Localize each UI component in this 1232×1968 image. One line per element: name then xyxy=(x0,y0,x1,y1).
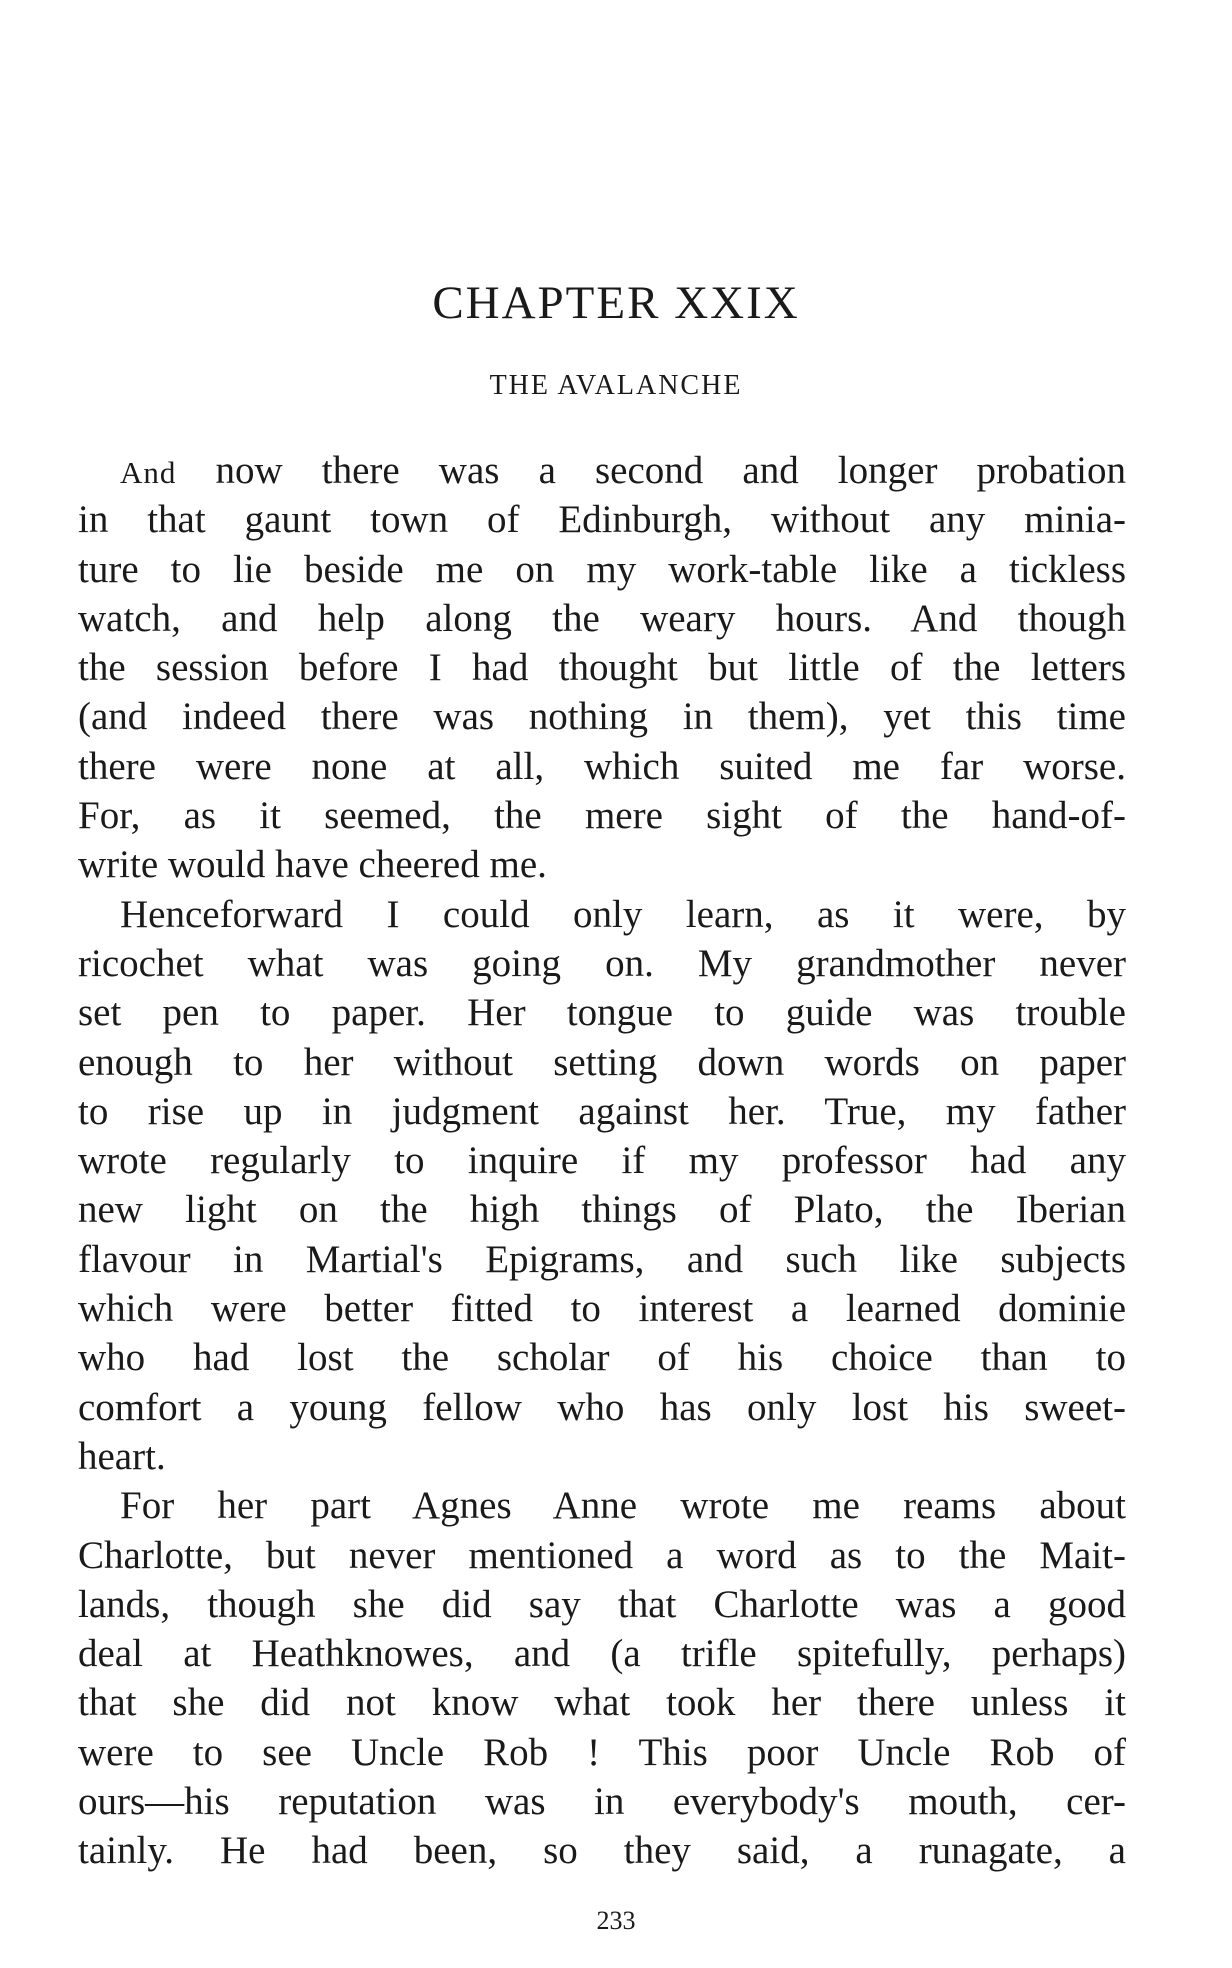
text-line: tainly. He had been, so they said, a runagate, a xyxy=(78,1829,1126,1873)
text-line: ricochet what was going on. My grandmother never xyxy=(78,941,1126,985)
text-line: there were none at all, which suited me far worse. xyxy=(78,744,1126,788)
chapter-title: CHAPTER XXIX xyxy=(432,277,800,329)
text-line: were to see Uncle Rob ! This poor Uncle Rob of xyxy=(78,1730,1126,1774)
small-caps-lead: And xyxy=(120,455,177,490)
text-line: to rise up in judgment against her. True, my father xyxy=(78,1089,1126,1133)
text-line: enough to her without setting down words on paper xyxy=(78,1040,1126,1084)
text-line: new light on the high things of Plato, the Iberian xyxy=(78,1188,1126,1232)
text-line xyxy=(78,446,1126,495)
text-line: heart. xyxy=(78,1434,166,1478)
text-line: comfort a young fellow who has only lost his sweet- xyxy=(78,1385,1126,1429)
text-line: watch, and help along the weary hours. And though xyxy=(78,596,1126,640)
text-line: which were better fitted to interest a learned dominie xyxy=(78,1287,1126,1331)
text-line-content: now there was a second and longer probation xyxy=(176,449,1126,492)
text-line: who had lost the scholar of his choice than to xyxy=(78,1336,1126,1380)
text-line: that she did not know what took her there unless it xyxy=(78,1681,1126,1725)
text-line: in that gaunt town of Edinburgh, without any minia- xyxy=(78,498,1126,542)
text-line: lands, though she did say that Charlotte was a good xyxy=(78,1582,1126,1626)
text-line: set pen to paper. Her tongue to guide was trouble xyxy=(78,991,1126,1035)
text-line: flavour in Martial's Epigrams, and such like subjects xyxy=(78,1237,1126,1281)
body-text xyxy=(78,446,1126,1876)
text-line: For, as it seemed, the mere sight of the hand-of- xyxy=(78,794,1126,838)
text-line: wrote regularly to inquire if my professor had any xyxy=(78,1139,1126,1183)
page-number: 233 xyxy=(596,1906,636,1935)
text-line: ture to lie beside me on my work-table like a tickless xyxy=(78,547,1126,591)
text-line: Henceforward I could only learn, as it were, by xyxy=(120,892,1126,936)
text-line: deal at Heathknowes, and (a trifle spitefully, perhaps) xyxy=(78,1632,1126,1676)
text-line: Charlotte, but never mentioned a word as to the Mait- xyxy=(78,1533,1126,1577)
chapter-subtitle: THE AVALANCHE xyxy=(489,370,743,401)
text-line: the session before I had thought but little of the letters xyxy=(78,646,1126,690)
text-line: For her part Agnes Anne wrote me reams about xyxy=(120,1484,1126,1528)
text-line: (and indeed there was nothing in them), yet this time xyxy=(78,695,1126,739)
text-line: write would have cheered me. xyxy=(78,843,547,887)
text-line: ours—his reputation was in everybody's mouth, cer- xyxy=(78,1780,1126,1824)
